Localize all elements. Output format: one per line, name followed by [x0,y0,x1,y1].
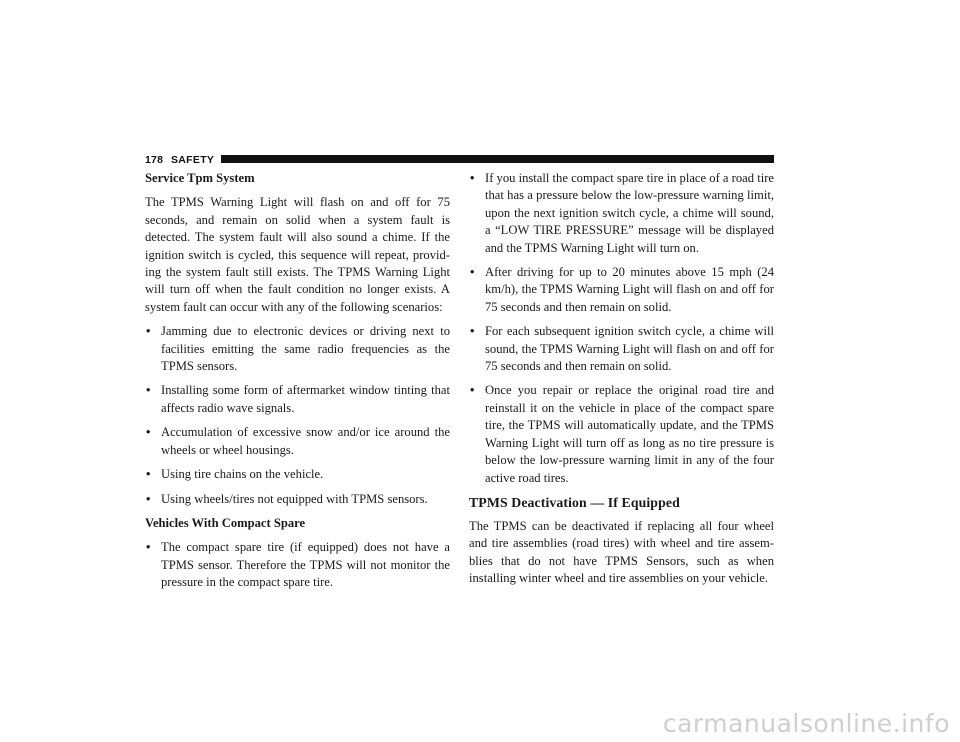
bullet-icon: • [146,324,151,339]
list-item [469,382,774,486]
heading-tpms-deactivation: TPMS Deactivation — If Equipped [469,494,680,510]
list-item-text: Using wheels/tires not equipped with TPMS sensors. [161,491,428,506]
list-item [145,424,450,459]
list-item-text: Jamming due to electronic devices or driving next to facilities emitting the same radio frequencies as the TPMS sensors. [161,324,450,374]
list-item-text: Installing some form of aftermarket window tinting that affects radio wave signals. [161,383,450,415]
bullet-icon: • [146,491,151,506]
bullet-icon: • [146,467,151,482]
right-column [469,170,774,595]
page-number: 178 [145,154,164,166]
bullet-icon: • [470,265,475,280]
list-item-text: Once you repair or replace the original road tire and reinstall it on the vehicle in place of the compact spare tire, the TPMS will automatically update, and the TPMS Warning Light will turn off as long as no tire pressure is below the low-pressure warning limit in any of the four active road tires. [485,383,774,485]
left-column [145,170,450,599]
heading-compact-spare: Vehicles With Compact Spare [145,515,306,530]
list-item-text: If you install the compact spare tire in place of a road tire that has a pressure below the low-pressure warning limit, upon the next ignition switch cycle, a chime will sound, a “LOW TIRE PRESSURE” message will be displayed and the TPMS Warning Light will turn on. [485,171,774,255]
bullet-icon: • [146,540,151,555]
bullet-icon: • [470,383,475,398]
compact-spare-list [145,539,450,591]
watermark: carmanualsonline.info [662,709,950,738]
paragraph-service-tpm: The TPMS Warning Light will flash on and off for 75 seconds, and remain on solid when a system fault is detected. The system fault will also sound a chime. If the ignition switch is cycled, this sequence will repeat, provid- ing the system fault still exists. The TPMS Warning Light will turn off when the fault condition no longer exists. A system fault can occur with any of the following scenarios: [145,195,450,314]
list-item [145,466,450,483]
list-item-text: Using tire chains on the vehicle. [161,467,324,482]
paragraph-tpms-deactivation: The TPMS can be deactivated if replacing all four wheel and tire assemblies (road tires) with wheel and tire assem- blies that do not have TPMS Sensors, such as when installing winter wheel and tire assemblies on your vehicle. [469,518,774,586]
list-item [145,539,450,591]
list-item [145,382,450,417]
list-item-text: After driving for up to 20 minutes above 15 mph (24 km/h), the TPMS Warning Light will flash on and off for 75 seconds and then remain on solid. [485,265,774,314]
bullet-icon: • [146,425,151,440]
heading-service-tpm-system: Service Tpm System [145,171,255,185]
bullet-icon: • [470,324,475,339]
list-item [145,491,450,508]
header-rule [221,155,774,163]
page-header [145,154,774,166]
list-item [469,264,774,316]
list-item [145,323,450,375]
list-item [469,323,774,375]
bullet-icon: • [470,171,475,185]
fault-scenarios-list [145,323,450,508]
list-item-text: The compact spare tire (if equipped) does not have a TPMS sensor. Therefore the TPMS will not monitor the pressure in the compact spare tire. [161,540,450,590]
list-item-text: For each subsequent ignition switch cycle, a chime will sound, the TPMS Warning Light will flash on and off for 75 seconds and then remain on solid. [485,324,774,374]
section-title: SAFETY [171,154,215,166]
compact-spare-behavior-list [469,170,774,487]
bullet-icon: • [146,383,151,398]
list-item-text: Accumulation of excessive snow and/or ice around the wheels or wheel housings. [161,425,450,457]
list-item [469,170,774,257]
